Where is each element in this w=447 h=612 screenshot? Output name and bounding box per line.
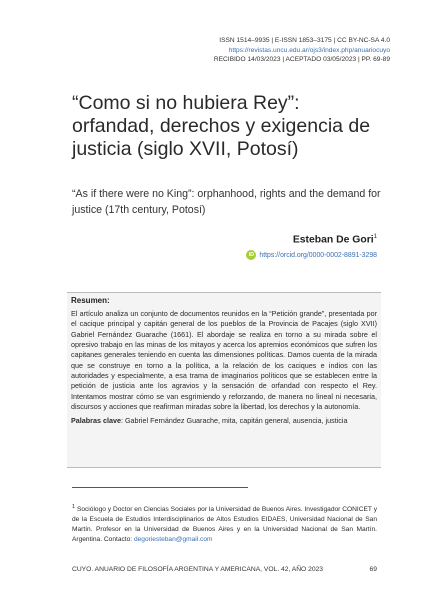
orcid-url[interactable]: https://orcid.org/0000-0002-8891-3298 — [259, 251, 377, 259]
abstract-text: El artículo analiza un conjunto de documentos reunidos en la “Petición grande”, presentada por el cacique principal y capitán general de los pueblos de la Provincia de Pacajes (siglo XVII) Gabriel Fernández Guarache (1661). El abordaje se realiza en torno a su mirada sobre el opresivo trabajo en las minas de los mitayos y acerca los apremios económicos que sufren los capitanes generales teniendo en cuenta las dimensiones políticas. Damos cuenta de la mirada que se construye en torno a la política, a la relación de los caciques e indios con las autoridades y especialmente, a esa trama de imaginarios políticos que se establecen entre la petición de justicia ante los agravios y la sensación de orfandad con respecto el Rey. Intentamos mostrar cómo se van esgrimiendo y reforzando, de manera no lineal ni necesaria, discursos y acciones que reafirman miradas sobre la libertad, los derechos y la autonomía. — [71, 309, 377, 412]
author-name-text: Esteban De Gori — [292, 234, 374, 246]
footnote-text: Sociólogo y Doctor en Ciencias Sociales por la Universidad de Buenos Aires. Investigador CONICET y de la Escuela de Estudios Interdisciplinarios de Altos Estudios EIDAES, Universidad Nacional de San Martín. Profesor en la Universidad de Buenos Aires y en la Universidad Nacional de San Martín. Argentina. Contacto: — [72, 506, 377, 544]
abstract-box — [67, 292, 381, 468]
page-number: 69 — [369, 566, 377, 573]
article-title: “Como si no hubiera Rey”: orfandad, derechos y exigencia de justicia (siglo XVII, Potosí) — [72, 92, 371, 160]
author-name — [293, 234, 377, 245]
issn-line: ISSN 1514–9935 | E-ISSN 1853–3175 | CC BY-NC-SA 4.0 — [219, 37, 390, 44]
footnote — [72, 502, 377, 546]
footnote-number: 1 — [72, 504, 76, 510]
orcid-link[interactable] — [246, 250, 377, 260]
keywords-list: : Gabriel Fernández Guarache, mita, capitán general, ausencia, justicia — [120, 416, 348, 426]
abstract-heading: Resumen: — [71, 296, 110, 305]
keywords — [71, 416, 377, 426]
footnote-divider — [72, 487, 248, 488]
contact-email-link[interactable]: degoriesteban@gmail.com — [133, 536, 213, 544]
orcid-icon: iD — [246, 250, 256, 260]
footer-journal: CUYO. ANUARIO DE FILOSOFÍA ARGENTINA Y AMERICANA, VOL. 42, AÑO 2023 — [72, 566, 323, 573]
dates-line: RECIBIDO 14/03/2023 | ACEPTADO 03/05/2023 | PP. 69-89 — [213, 56, 390, 64]
page-footer — [72, 566, 377, 573]
journal-url-link[interactable]: https://revistas.uncu.edu.ar/ojs3/index.php/anuariocuyo — [228, 46, 390, 54]
article-subtitle: “As if there were no King”: orphanhood, rights and the demand for justice (17th century, Potosí) — [72, 188, 381, 216]
keywords-label: Palabras clave — [71, 416, 121, 426]
journal-metadata — [214, 36, 390, 65]
author-footnote-mark[interactable]: 1 — [373, 234, 377, 240]
